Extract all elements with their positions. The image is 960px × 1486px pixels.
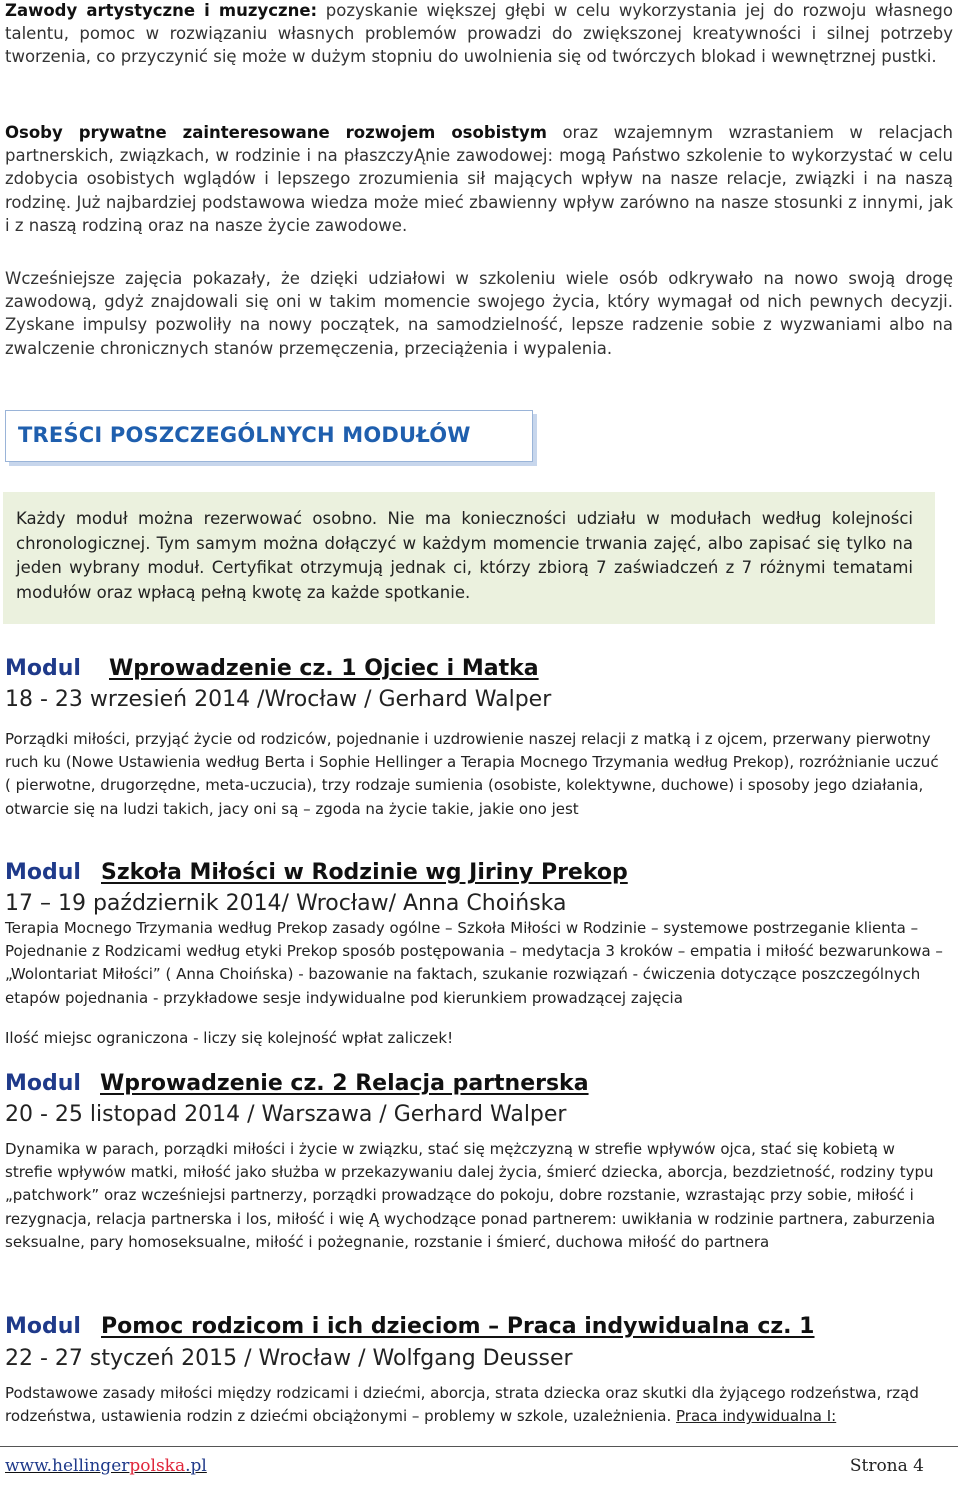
intro-p2-text: oraz wzajemnym wzrastaniem w relacjach partnerskich, związkach, w rodzinie i na płaszczyĄnie zawodowej: mogą Państwo szkolenie to wykorzystać w celu zdobycia osobistych wglądów i lepszego zrozumienia sił mających wpływ na nasze relacje, związki i na naszą rodzinę. Już najbardziej podstawowa wiedza może mieć zbawienny wpływ zarówno na nasze stosunki z innymi, jak i z naszą rodziną oraz na nasze życie zawodowe.	[5, 123, 953, 235]
footer-url-part2: polska	[129, 1456, 186, 1476]
module-3-description: Dynamika w parach, porządki miłości i życie w związku, stać się mężczyzną w strefie wpływów ojca, stać się kobietą w strefie wpływów matki, miłość jako służba w przekazywaniu dalej życia, śmierć dziecka, aborcja, bezdzietność, rodziny typu „patchwork” oraz wcześniejsi partnerzy, porządki prowadzące do pokoju, dobre rozstanie, wzrastając przy sobie, miłość i rezygnacja, relacja partnerska i los, miłość i wię Ą wychodzące ponad partnerem: uwikłania w rodzinie partnera, zaburzenia seksualne, pary homoseksualne, miłość i pożegnanie, rozstanie i śmierć, duchowa miłość do partnera	[5, 1140, 936, 1251]
info-box	[3, 492, 935, 624]
module-2-title: Szkoła Miłości w Rodzinie wg Jiriny Prekop	[101, 860, 628, 885]
module-3-label: Modul	[5, 1071, 81, 1096]
module-2-date: 17 – 19 październik 2014/ Wrocław/ Anna Choińska	[5, 891, 567, 916]
module-2-note: Ilość miejsc ograniczona - liczy się kolejność wpłat zaliczek!	[5, 1029, 454, 1047]
intro-paragraph-1	[5, 0, 953, 69]
footer-website-link[interactable]	[5, 1456, 207, 1476]
module-4-date: 22 - 27 styczeń 2015 / Wrocław / Wolfgang Deusser	[5, 1346, 573, 1371]
module-1-title: Wprowadzenie cz. 1 Ojciec i Matka	[109, 656, 539, 681]
intro-p2-bold: Osoby prywatne zainteresowane rozwojem osobistym	[5, 123, 547, 142]
module-4-label: Modul	[5, 1314, 81, 1339]
section-heading: TREŚCI POSZCZEGÓLNYCH MODUŁÓW	[18, 423, 471, 447]
intro-p1-bold: Zawody artystyczne i muzyczne:	[5, 1, 318, 20]
intro-paragraph-2	[5, 121, 953, 237]
page-number: Strona 4	[849, 1456, 924, 1476]
module-1-description: Porządki miłości, przyjąć życie od rodziców, pojednanie i uzdrowienie naszej relacji z matką i z ojcem, przerwany pierwotny ruch ku (Nowe Ustawienia według Berta i Sophie Hellinger a Terapia Mocnego Trzymania według Prekop), rozróżnianie uczuć ( pierwotne, drugorzędne, meta-uczucia), trzy rodzaje sumienia (osobiste, kolektywne, duchowe) i sposoby jego działania, otwarcie się na ludzi takich, jacy oni są – zgoda na życie takie, jakie ono jest	[5, 730, 939, 818]
footer-url-part3: .pl	[185, 1456, 207, 1476]
module-4-title: Pomoc rodzicom i ich dzieciom – Praca indywidualna cz. 1	[101, 1314, 815, 1339]
module-4-description-text: Podstawowe zasady miłości między rodzicami i dziećmi, aborcja, strata dziecka oraz skutki dla żyjącego rodzeństwa, rząd rodzeństwa, ustawienia rodzin z dziećmi obciążonymi – problemy w szkole, uzależnienia.	[5, 1384, 919, 1426]
module-2-label: Modul	[5, 860, 81, 885]
module-3-title: Wprowadzenie cz. 2 Relacja partnerska	[100, 1071, 589, 1096]
footer-divider	[0, 1446, 958, 1447]
info-box-text: Każdy moduł można rezerwować osobno. Nie ma konieczności udziału w modułach według kolejności chronologicznej. Tym samym można dołączyć w każdym momencie trwania zajęć, albo zapisać się tylko na jeden wybrany moduł. Certyfikat otrzymują jednak ci, którzy zbiorą 7 zaświadczeń z 7 różnymi tematami modułów oraz wpłacą pełną kwotę za każde spotkanie.	[16, 509, 913, 602]
module-1-date: 18 - 23 wrzesień 2014 /Wrocław / Gerhard Walper	[5, 687, 552, 712]
module-1-label: Modul	[5, 656, 81, 681]
intro-p1-text: pozyskanie większej głębi w celu wykorzystania jej do rozwoju własnego talentu, pomoc w rozwiązaniu własnych problemów prowadzi do zwiększonej kreatywności i silnej potrzeby tworzenia, co przyczynić się może w dużym stopniu do uwolnienia się od twórczych blokad i wewnętrznej pustki.	[5, 1, 953, 67]
intro-p3-text: Wcześniejsze zajęcia pokazały, że dzięki udziałowi w szkoleniu wiele osób odkrywało na nowo swoją drogę zawodową, gdyż znajdowali się oni w takim momencie swojego życia, który wymagał od nich pewnych decyzji. Zyskane impulsy pozwoliły na nowy początek, na samodzielność, lepsze radzenie sobie z wyzwaniami albo na zwalczenie chronicznych stanów przemęczenia, przeciążenia i wypalenia.	[5, 269, 953, 358]
module-2-description: Terapia Mocnego Trzymania według Prekop zasady ogólne – Szkoła Miłości w Rodzinie – systemowe postrzeganie klienta – Pojednanie z Rodzicami według etyki Prekop sposób postępowania – medytacja 3 kroków – empatia i miłość bezwarunkowa – „Wolontariat Miłości” ( Anna Choińska) - bazowanie na faktach, szukanie rozwiązań - ćwiczenia dotyczące poszczególnych etapów pojednania - przykładowe sesje indywidualne pod kierunkiem prowadzącej zajęcia	[5, 919, 943, 1007]
module-4-description	[5, 1382, 945, 1428]
intro-paragraph-3	[5, 267, 953, 360]
footer-url-part1: www.hellinger	[5, 1456, 130, 1476]
module-3-date: 20 - 25 listopad 2014 / Warszawa / Gerhard Walper	[5, 1102, 567, 1127]
section-heading-box	[5, 410, 533, 462]
module-4-description-link[interactable]: Praca indywidualna I:	[676, 1407, 837, 1426]
